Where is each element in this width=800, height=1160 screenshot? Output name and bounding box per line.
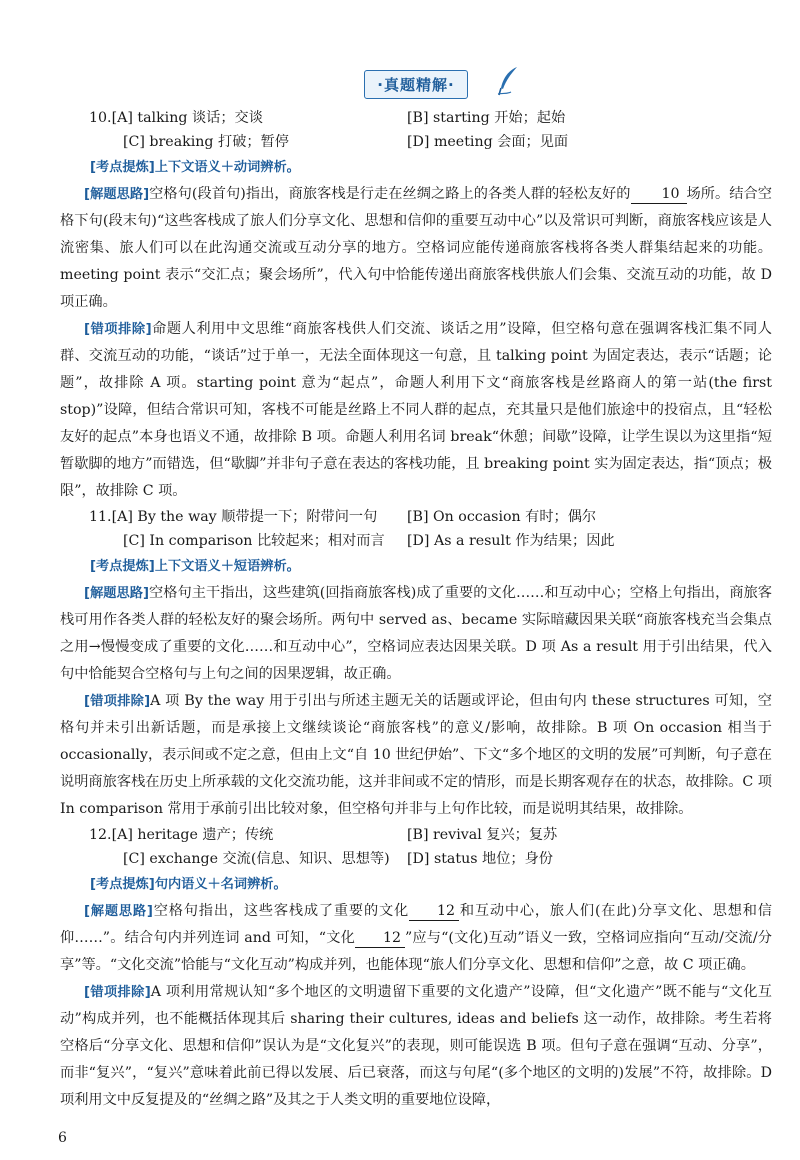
silu-tag: [解题思路] <box>84 904 153 919</box>
q12-silu-text-1: 空格句指出，这些客栈成了重要的文化 <box>152 903 409 919</box>
q12-paichu-text: A 项利用常规认知“多个地区的文明遗留下重要的文化遗产”设障，但“文化遗产”既不能与“文化互动”构成并列，也不能概括体现其后 sharing their cultures, ideas and beliefs 这一动作，故排除。考生若将空格后“分享文化、思想和信仰”误认为是“文化复兴”的表现，则可能误选 B 项。但句子意在强调“互动、分享”，而非“复兴”，“复兴”意味着此前已得以发展、后已衰落，而这与句尾“(多个地区的文明的)发展”不符，故排除。D 项利用文中反复提及的“丝绸之路”及其之于人类文明的重要地位设障， <box>60 984 772 1108</box>
q12-silu <box>60 898 772 979</box>
q10-silu <box>60 181 772 316</box>
q12-silu-text-2: 和互动中心，旅人们(在此)分享文化、思想和信仰……”。结合句内并列连词 and 可知，“文化 <box>60 903 772 946</box>
q11-option-b: [B] On occasion 有时；偶尔 <box>407 509 597 525</box>
kaodian-tag: [考点提炼] <box>90 160 155 175</box>
q11-option-a: 11.[A] By the way 顺带提一下；附带问一句 <box>89 509 378 525</box>
kaodian-tag: [考点提炼] <box>90 559 155 574</box>
q10-options <box>60 106 772 154</box>
q10-silu-text-1: 空格句(段首句)指出，商旅客栈是行走在丝绸之路上的各类人群的轻松友好的 <box>149 186 631 202</box>
q10-paichu <box>60 316 772 505</box>
silu-tag: [解题思路] <box>84 187 150 202</box>
q10-kaodian <box>60 154 772 181</box>
q11-kaodian <box>60 553 772 580</box>
q11-silu <box>60 580 772 688</box>
q12-option-c: [C] exchange 交流(信息、知识、思想等) <box>123 851 390 867</box>
q10-paichu-text: 命题人利用中文思维“商旅客栈供人们交流、谈话之用”设障，但空格句意在强调客栈汇集不同人群、交流互动的功能，“谈话”过于单一，无法全面体现这一句意，且 talking point 为固定表达，表示“话题；论题”，故排除 A 项。starting point 意为“起点”，命题人利用下文“商旅客栈是丝路商人的第一站(the first stop)”设障，但结合常识可知，客栈不可能是丝路上不同人群的起点，充其量只是他们旅途中的投宿点，且“轻松友好的起点”本身也语义不通，故排除 B 项。命题人利用名词 break“休憩；间歇”设障，让学生误以为这里指“短暂歇脚的地方”而错选，但“歇脚”并非句子意在表达的客栈功能，且 breaking point 实为固定表达，指“顶点；极限”，故排除 C 项。 <box>60 321 772 499</box>
q10-option-a: 10.[A] talking 谈话；交谈 <box>89 110 263 126</box>
paichu-tag: [错项排除] <box>84 694 151 709</box>
q12-silu-text-3: ”应与“(文化)互动”语义一致，空格词应指向“互动/交流/分享”等。“文化交流”恰能与“文化互动”构成并列，也能体现“旅人们分享文化、思想和信仰”之意，故 C 项正确。 <box>60 930 772 973</box>
page-content <box>60 70 772 1114</box>
section-header <box>60 70 772 100</box>
q12-option-d: [D] status 地位；身份 <box>407 851 553 867</box>
quill-pen-icon <box>497 66 519 96</box>
kaodian-text: 上下文语义＋短语辨析。 <box>154 559 300 574</box>
q10-option-b: [B] starting 开始；起始 <box>407 110 566 126</box>
paichu-tag: [错项排除] <box>84 322 152 337</box>
q12-options <box>60 823 772 871</box>
answer-blank: 12 <box>409 902 459 921</box>
q11-silu-text: 空格句主干指出，这些建筑(回指商旅客栈)成了重要的文化……和互动中心；空格上句指出，商旅客栈可用作各类人群的轻松友好的聚会场所。两句中 served as、became 实际暗藏因果关联“商旅客栈充当会集点之用→慢慢变成了重要的文化……和互动中心”，空格词应表达因果关联。D 项 As a result 用于引出结果，代入句中恰能契合空格句与上句之间的因果逻辑，故正确。 <box>60 585 772 682</box>
q12-kaodian <box>60 871 772 898</box>
q11-option-c: [C] In comparison 比较起来；相对而言 <box>123 533 385 549</box>
kaodian-text: 句内语义＋名词辨析。 <box>154 877 287 892</box>
q11-paichu <box>60 688 772 823</box>
q10-silu-text-2: 场所。结合空格下句(段末句)“这些客栈成了旅人们分享文化、思想和信仰的重要互动中心”以及常识可判断，商旅客栈应该是人流密集、旅人们可以在此沟通交流或互动分享的地方。空格词应能传递商旅客栈将各类人群集结起来的功能。meeting point 表示“交汇点；聚会场所”，代入句中恰能传递出商旅客栈供旅人们会集、交流互动的功能，故 D 项正确。 <box>60 186 772 310</box>
q12-option-a: 12.[A] heritage 遗产；传统 <box>89 827 274 843</box>
answer-blank: 10 <box>631 185 687 204</box>
section-title: ·真题精解· <box>364 70 467 99</box>
silu-tag: [解题思路] <box>84 586 150 601</box>
q12-paichu <box>60 979 772 1114</box>
q11-options <box>60 505 772 553</box>
q10-option-c: [C] breaking 打破；暂停 <box>123 134 289 150</box>
q12-option-b: [B] revival 复兴；复苏 <box>407 827 558 843</box>
kaodian-text: 上下文语义＋动词辨析。 <box>154 160 300 175</box>
q11-option-d: [D] As a result 作为结果；因此 <box>407 533 615 549</box>
answer-blank: 12 <box>355 929 405 948</box>
kaodian-tag: [考点提炼] <box>90 877 155 892</box>
paichu-tag: [错项排除] <box>84 985 151 1000</box>
q11-paichu-text: A 项 By the way 用于引出与所述主题无关的话题或评论，但由句内 these structures 可知，空格句并未引出新话题，而是承接上文继续谈论“商旅客栈”的意义/影响，故排除。B 项 On occasion 相当于 occasionally，表示间或不定之意，但由上文“自 10 世纪伊始”、下文“多个地区的文明的发展”可判断，句子意在说明商旅客栈在历史上所承载的文化交流功能，这并非间或不定的情形，而是长期客观存在的状态，故排除。C 项 In comparison 常用于承前引出比较对象，但空格句并非与上句作比较，而是说明其结果，故排除。 <box>60 693 772 817</box>
page-number: 6 <box>58 1130 67 1146</box>
q10-option-d: [D] meeting 会面；见面 <box>407 134 569 150</box>
